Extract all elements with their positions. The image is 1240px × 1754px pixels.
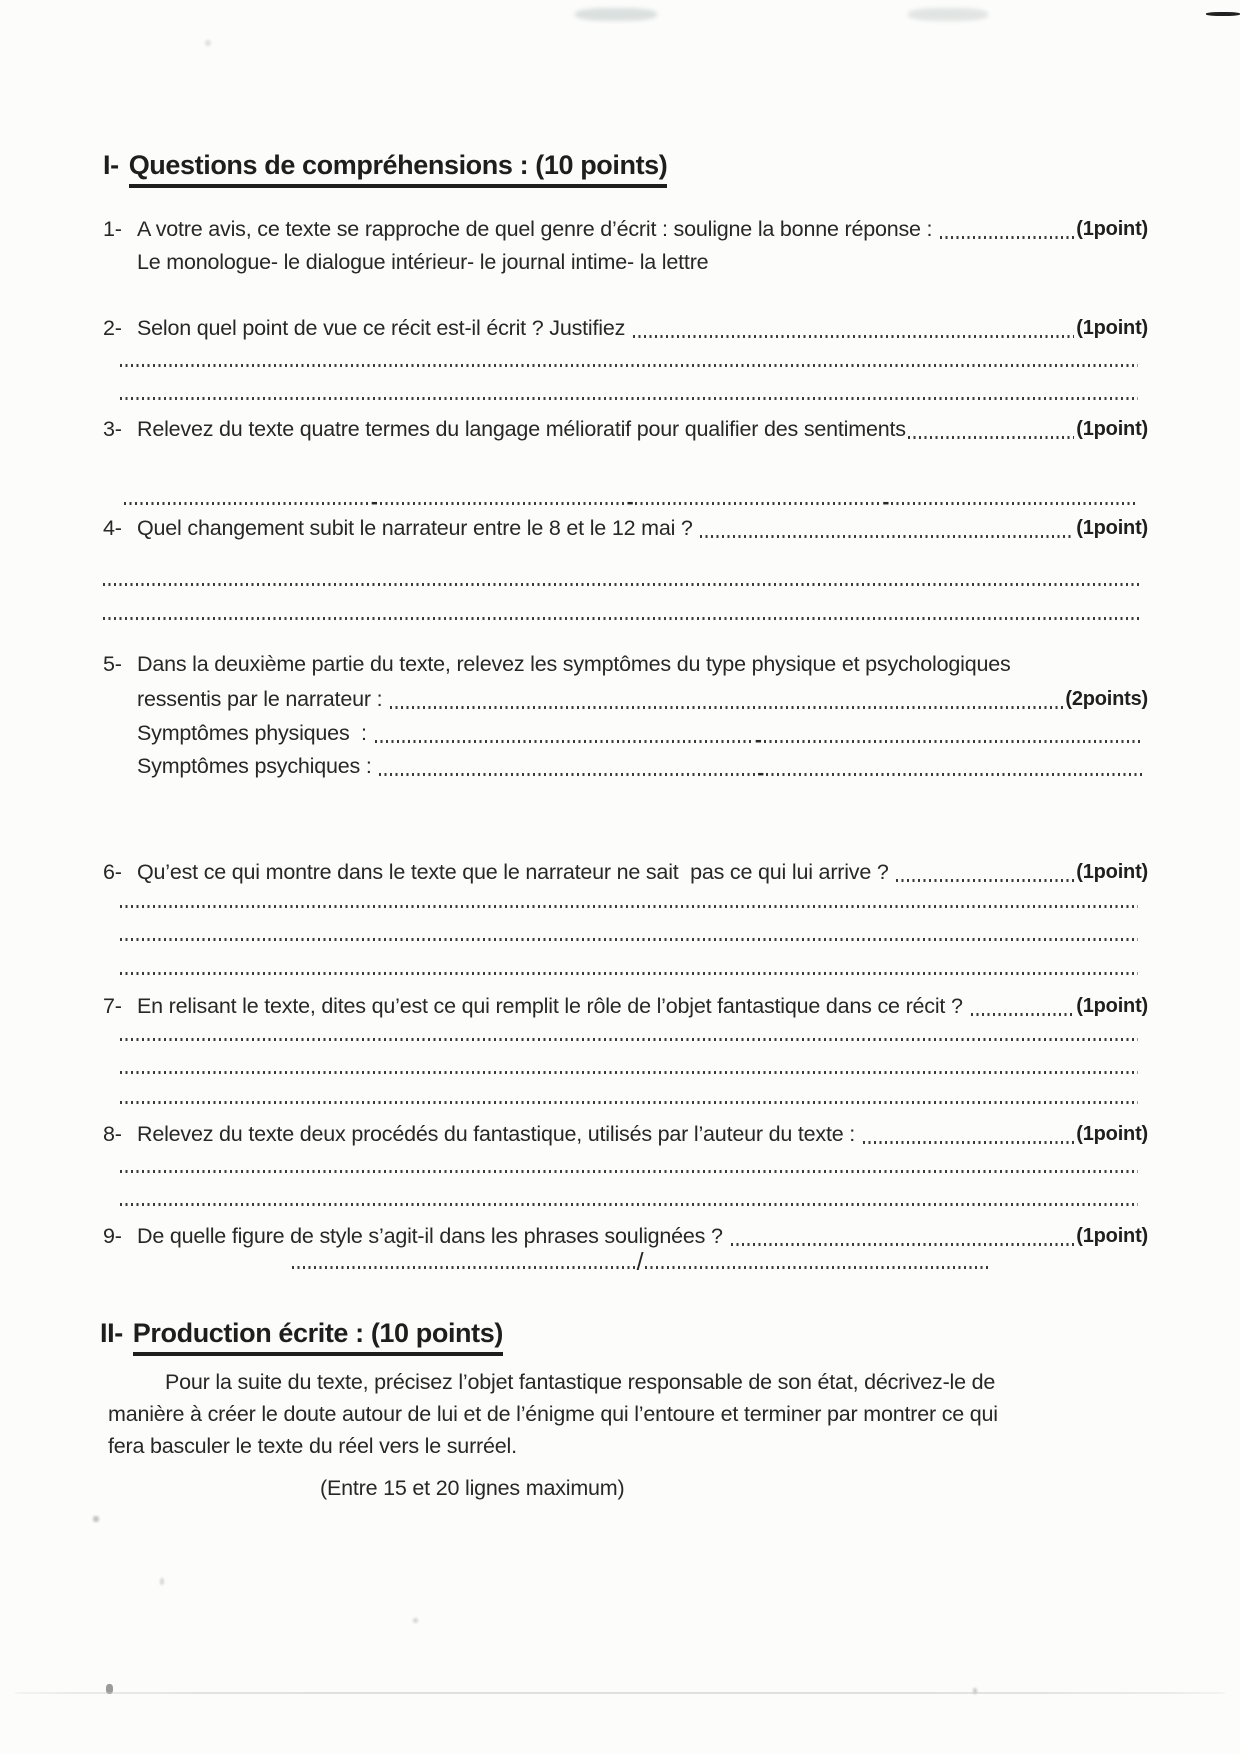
- question-text: A votre avis, ce texte se rapproche de quel genre d’écrit : souligne la bonne réponse :: [137, 217, 939, 241]
- symptom-line: [137, 720, 1144, 752]
- text-line: Le monologue- le dialogue intérieur- le journal intime- la lettre: [137, 250, 709, 274]
- points-label: (1point): [1076, 861, 1148, 883]
- answer-dotted-line: [120, 364, 1138, 367]
- scan-top-smudge-2: [908, 8, 988, 21]
- scan-speck-1: [93, 1516, 99, 1522]
- scan-speck-4: [160, 1578, 164, 1585]
- answer-dotted-line: [120, 1203, 1138, 1206]
- question-number: 5-: [103, 652, 122, 676]
- dot-leader: [863, 1141, 1074, 1144]
- question-text: Relevez du texte quatre termes du langage mélioratif pour qualifier des sentiments: [137, 417, 906, 441]
- question-number: 7-: [103, 994, 122, 1018]
- dot-leader: [891, 502, 1136, 505]
- question-number: 9-: [103, 1224, 122, 1248]
- separator-dash: -: [757, 762, 765, 785]
- heading-title: Production écrite : (10 points): [133, 1318, 503, 1356]
- question-row: [103, 859, 1148, 886]
- question-text: En relisant le texte, dites qu’est ce qui remplit le rôle de l’objet fantastique dans ce récit ?: [137, 994, 969, 1018]
- paragraph-line: Pour la suite du texte, précisez l’objet fantastique responsable de son état, décrivez-le de: [165, 1370, 996, 1394]
- separator-dash: -: [754, 729, 762, 752]
- question-text: Dans la deuxième partie du texte, relevez les symptômes du type physique et psychologiques: [137, 652, 1011, 676]
- answer-dotted-line: [120, 905, 1138, 908]
- paragraph-line: fera basculer le texte du réel vers le surréel.: [108, 1434, 517, 1458]
- points-label: (1point): [1076, 418, 1148, 440]
- question-row: [103, 651, 1011, 678]
- scan-bottom-scan-line: [15, 1692, 1225, 1694]
- answer-dotted-line: [120, 972, 1138, 975]
- dot-leader: [380, 502, 625, 505]
- dot-leader: [940, 236, 1074, 239]
- text-line: (Entre 15 et 20 lignes maximum): [320, 1476, 625, 1500]
- answer-dotted-line: [120, 938, 1138, 941]
- dot-leader: [375, 740, 753, 743]
- question-text: ressentis par le narrateur :: [137, 687, 389, 711]
- question-row: [103, 1223, 1148, 1250]
- question-row: [103, 515, 1148, 542]
- dot-leader: [645, 1266, 988, 1269]
- section-heading: [100, 1318, 503, 1356]
- line-label: Symptômes psychiques :: [137, 754, 378, 778]
- line-label: Symptômes physiques :: [137, 721, 373, 745]
- question-text: Qu’est ce qui montre dans le texte que le narrateur ne sait pas ce qui lui arrive ?: [137, 860, 895, 884]
- scan-top-smudge-1: [575, 8, 657, 21]
- section-heading: [103, 150, 667, 188]
- points-label: (1point): [1076, 1123, 1148, 1145]
- scan-corner-mark: [1206, 12, 1240, 16]
- points-label: (1point): [1076, 317, 1148, 339]
- question-number: 4-: [103, 516, 122, 540]
- question-number: 6-: [103, 860, 122, 884]
- points-label: (1point): [1076, 995, 1148, 1017]
- dot-leader: [635, 502, 880, 505]
- symptom-line: [137, 753, 1144, 785]
- points-label: (1point): [1076, 517, 1148, 539]
- heading-numeral: II-: [100, 1318, 123, 1348]
- points-label: (2points): [1065, 688, 1148, 710]
- answer-dotted-line: [103, 617, 1142, 620]
- heading-numeral: I-: [103, 150, 119, 180]
- scan-speck-5: [205, 40, 211, 46]
- dot-leader: [633, 335, 1074, 338]
- scan-speck-2: [413, 1618, 418, 1623]
- answer-dotted-segments: [122, 491, 1138, 514]
- question-number: 2-: [103, 316, 122, 340]
- question-text: Selon quel point de vue ce récit est-il écrit ? Justifiez: [137, 316, 631, 340]
- dot-leader: [908, 436, 1075, 439]
- paragraph-line: manière à créer le doute autour de lui et de l’énigme qui l’entoure et terminer par montrer ce qui: [108, 1402, 998, 1426]
- dot-leader: [971, 1013, 1075, 1016]
- question-number: 3-: [103, 417, 122, 441]
- separator-slash: /: [636, 1248, 644, 1276]
- question-number: 1-: [103, 217, 122, 241]
- question-number: 8-: [103, 1122, 122, 1146]
- question-text: Relevez du texte deux procédés du fantastique, utilisés par l’auteur du texte :: [137, 1122, 861, 1146]
- answer-dotted-line: [120, 397, 1138, 400]
- dot-leader: [766, 773, 1142, 776]
- question-row: [103, 1121, 1148, 1148]
- paragraph: [108, 1366, 1088, 1462]
- question-text: Quel changement subit le narrateur entre le 8 et le 12 mai ?: [137, 516, 699, 540]
- separator-dash: -: [370, 491, 378, 514]
- dot-leader: [896, 879, 1074, 882]
- question-row: [103, 315, 1148, 342]
- heading-title: Questions de compréhensions : (10 points): [129, 150, 668, 188]
- question-text: De quelle figure de style s’agit-il dans les phrases soulignées ?: [137, 1224, 729, 1248]
- question-row: [103, 416, 1148, 443]
- answer-dotted-line: [120, 1038, 1138, 1041]
- answer-dotted-line: [103, 583, 1142, 586]
- answer-dotted-line: [120, 1170, 1138, 1173]
- answer-dotted-line: [120, 1071, 1138, 1074]
- question-row: [103, 993, 1148, 1020]
- question-row: [137, 686, 1148, 713]
- points-label: (1point): [1076, 1225, 1148, 1247]
- dot-leader: [124, 502, 369, 505]
- dot-leader: [390, 706, 1063, 709]
- separator-dash: -: [882, 491, 890, 514]
- dot-leader: [700, 535, 1074, 538]
- dot-leader: [731, 1243, 1075, 1246]
- answer-slash-line: [290, 1248, 990, 1276]
- dot-leader: [764, 740, 1142, 743]
- dot-leader: [292, 1266, 635, 1269]
- dot-leader: [379, 773, 755, 776]
- question-row: [103, 216, 1148, 243]
- points-label: (1point): [1076, 218, 1148, 240]
- separator-dash: -: [626, 491, 634, 514]
- answer-dotted-line: [120, 1101, 1138, 1104]
